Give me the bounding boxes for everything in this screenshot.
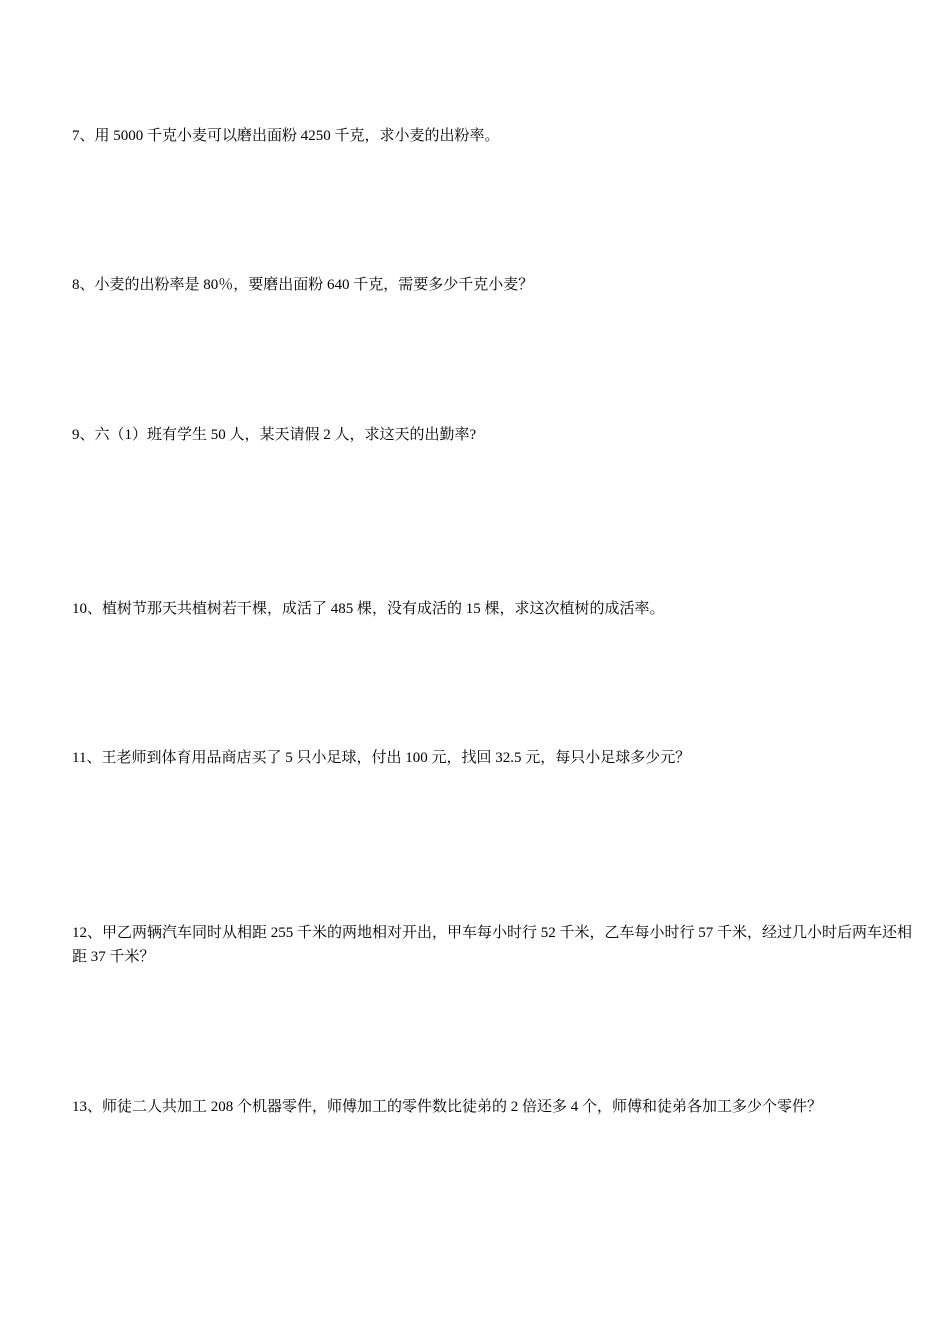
question-12: 12、甲乙两辆汽车同时从相距 255 千米的两地相对开出，甲车每小时行 52 千米，乙车每小时行 57 千米，经过几小时后两车还相距 37 千米？	[72, 925, 913, 965]
question-7: 7、用 5000 千克小麦可以磨出面粉 4250 千克，求小麦的出粉率。	[72, 128, 500, 144]
question-11: 11、王老师到体育用品商店买了 5 只小足球，付出 100 元，找回 32.5 元，每只小足球多少元？	[72, 750, 691, 766]
question-10: 10、植树节那天共植树若干棵，成活了 485 棵，没有成活的 15 棵，求这次植树的成活率。	[72, 601, 665, 617]
question-8: 8、小麦的出粉率是 80％，要磨出面粉 640 千克，需要多少千克小麦？	[72, 277, 534, 293]
question-13: 13、师徒二人共加工 208 个机器零件，师傅加工的零件数比徒弟的 2 倍还多 4 个，师傅和徒弟各加工多少个零件？	[72, 1099, 823, 1115]
question-9: 9、六（1）班有学生 50 人，某天请假 2 人，求这天的出勤率?	[72, 427, 477, 443]
